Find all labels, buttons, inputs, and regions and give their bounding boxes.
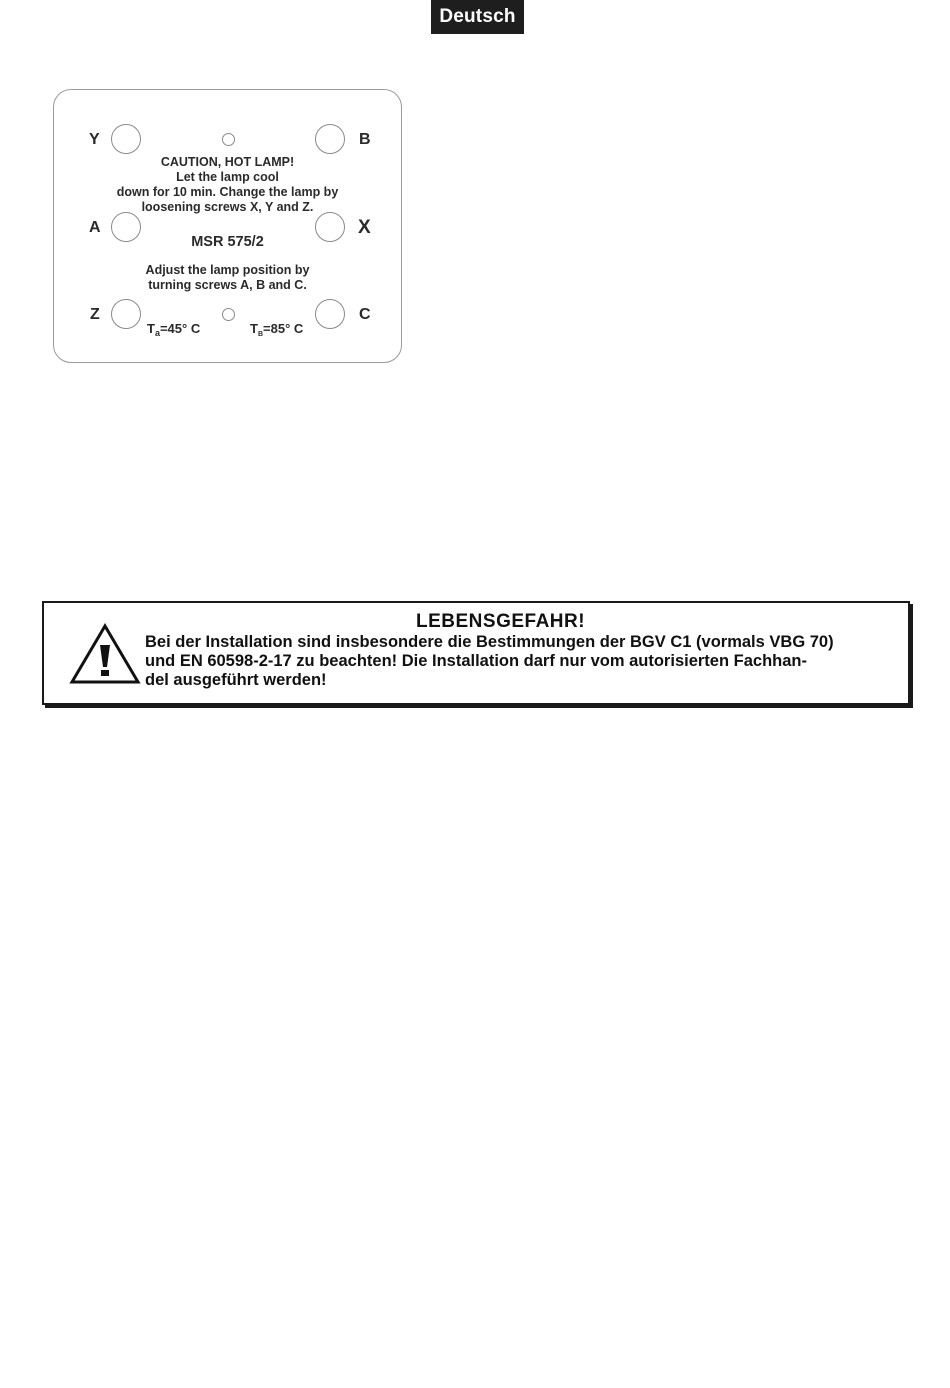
label-x: X [358, 217, 371, 238]
label-b: B [359, 131, 371, 148]
caution-text: CAUTION, HOT LAMP! Let the lamp cool down for 10 min. Change the lamp by loosening screws X, Y and Z. [116, 155, 339, 214]
small-hole-bottom [222, 308, 235, 321]
screw-hole-y [111, 124, 141, 154]
lamp-plate-diagram [53, 89, 402, 363]
label-c: C [359, 306, 371, 323]
screw-hole-c [315, 299, 345, 329]
danger-warning-box [42, 601, 910, 705]
label-y: Y [89, 131, 100, 148]
temp-a: $T_a=45^\circ$ C [147, 321, 201, 338]
screw-hole-b [315, 124, 345, 154]
warning-text: Bei der Installation sind insbesondere die Bestimmungen der BGV C1 (vormals VBG 70) und EN 60598-2-17 zu beachten! Die Installation darf nur vom autorisierten Fachhan- del ausgeführt werden! [145, 633, 834, 689]
screw-hole-z [111, 299, 141, 329]
adjust-text: Adjust the lamp position by turning screws A, B and C. [145, 263, 310, 292]
label-z: Z [90, 306, 100, 323]
model-label: MSR 575/2 [191, 234, 264, 250]
warning-title: LEBENSGEFAHR! [416, 611, 586, 632]
label-a: A [89, 219, 101, 236]
temp-b: $T_B=85^\circ$ C [250, 321, 304, 338]
language-badge: Deutsch [431, 0, 524, 34]
warning-triangle-icon [69, 623, 141, 685]
small-hole-top [222, 133, 235, 146]
